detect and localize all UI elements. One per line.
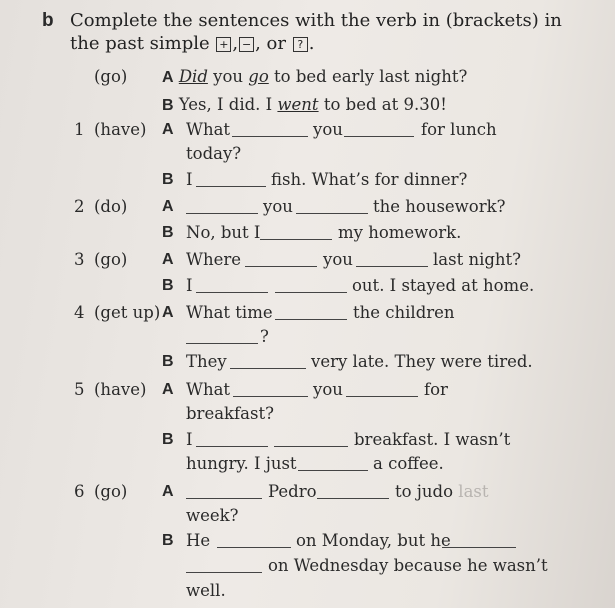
q6-blank-3[interactable] bbox=[217, 547, 291, 548]
q6-blank-2[interactable] bbox=[317, 498, 389, 499]
q1-blank-2[interactable] bbox=[344, 136, 414, 137]
q6-number: 6 bbox=[74, 482, 85, 501]
q2-a-text-1: you bbox=[263, 197, 293, 216]
q2-blank-2[interactable] bbox=[296, 213, 368, 214]
q3-b-text-1: I bbox=[186, 276, 193, 295]
q5-a-text-4: breakfast? bbox=[186, 404, 274, 423]
q1-number: 1 bbox=[74, 120, 85, 139]
exercise-letter: b bbox=[42, 10, 54, 31]
q3-blank-3[interactable] bbox=[196, 292, 268, 293]
q5-blank-1[interactable] bbox=[233, 396, 308, 397]
q3-a-text-2: you bbox=[323, 250, 353, 269]
q4-b-text-2: very late. They were tired. bbox=[311, 352, 533, 371]
q3-b-text-2: out. I stayed at home. bbox=[352, 276, 535, 295]
question-icon: ? bbox=[293, 37, 308, 52]
q6-speaker-a: A bbox=[162, 483, 174, 500]
q4-a-text-1: What time bbox=[186, 303, 273, 322]
q6-b-text-2: on Monday, but he bbox=[296, 531, 451, 550]
q5-b-text-2: breakfast. I wasn’t bbox=[354, 430, 511, 449]
q1-a-text-1: What bbox=[186, 120, 231, 139]
q2-b-text-2: my homework. bbox=[338, 223, 462, 242]
q6-b-text-1: He bbox=[186, 531, 211, 550]
example-b-pre: Yes, I did. I bbox=[178, 95, 278, 114]
q2-verb: (do) bbox=[94, 197, 128, 216]
example-verb: (go) bbox=[94, 67, 128, 86]
q6-b-text-3: on Wednesday because he wasn’t bbox=[268, 556, 548, 575]
q2-speaker-a: A bbox=[162, 198, 174, 215]
q3-blank-1[interactable] bbox=[245, 266, 317, 267]
q4-blank-1[interactable] bbox=[275, 319, 347, 320]
q4-b-text-1: They bbox=[186, 352, 227, 371]
q5-blank-3[interactable] bbox=[196, 446, 268, 447]
q6-blank-1[interactable] bbox=[186, 498, 262, 499]
q5-speaker-a: A bbox=[162, 381, 174, 398]
q3-a-text-3: last night? bbox=[433, 250, 522, 269]
q6-a-text-2: to judo bbox=[395, 482, 459, 501]
q3-speaker-b: B bbox=[162, 277, 174, 294]
q3-blank-4[interactable] bbox=[275, 292, 347, 293]
example-b-line bbox=[162, 95, 447, 116]
example-you: you bbox=[207, 67, 249, 86]
q6-a-text-1: Pedro bbox=[268, 482, 317, 501]
q2-number: 2 bbox=[74, 197, 85, 216]
speaker-a: A bbox=[162, 69, 174, 86]
q1-verb: (have) bbox=[94, 120, 147, 139]
q5-a-text-1: What bbox=[186, 380, 231, 399]
q5-verb: (have) bbox=[94, 380, 147, 399]
instructions-line-1: Complete the sentences with the verb in (brackets) in bbox=[70, 10, 562, 31]
q6-blank-5[interactable] bbox=[186, 572, 262, 573]
q5-b-text-3: hungry. I just bbox=[186, 454, 297, 473]
q4-number: 4 bbox=[74, 303, 85, 322]
q5-blank-5[interactable] bbox=[298, 470, 368, 471]
q3-verb: (go) bbox=[94, 250, 128, 269]
q6-a-text-3: week? bbox=[186, 506, 239, 525]
q4-a-text-2: the children bbox=[353, 303, 455, 322]
instructions-text: the past simple bbox=[70, 33, 210, 54]
q4-a-text-3: ? bbox=[260, 327, 269, 346]
q3-speaker-a: A bbox=[162, 251, 174, 268]
minus-icon: − bbox=[239, 37, 254, 52]
example-a-line bbox=[162, 67, 467, 88]
q4-blank-3[interactable] bbox=[230, 368, 306, 369]
example-went: went bbox=[277, 95, 319, 114]
q3-a-text-1: Where bbox=[186, 250, 242, 269]
q5-b-text-4: a coffee. bbox=[373, 454, 444, 473]
q2-b-text-1: No, but I bbox=[186, 223, 261, 242]
q6-b-text-4: well. bbox=[186, 581, 226, 600]
q5-number: 5 bbox=[74, 380, 85, 399]
q4-blank-2[interactable] bbox=[186, 343, 258, 344]
q2-speaker-b: B bbox=[162, 224, 174, 241]
q1-speaker-a: A bbox=[162, 121, 174, 138]
example-a-rest: to bed early last night? bbox=[268, 67, 468, 86]
q2-blank-1[interactable] bbox=[186, 213, 258, 214]
example-go: go bbox=[248, 67, 269, 86]
speaker-b: B bbox=[162, 97, 174, 114]
q3-blank-2[interactable] bbox=[356, 266, 428, 267]
q4-verb: (get up) bbox=[94, 303, 161, 322]
q6-verb: (go) bbox=[94, 482, 128, 501]
example-b-rest: to bed at 9.30! bbox=[318, 95, 447, 114]
q1-a-text-4: today? bbox=[186, 144, 242, 163]
q1-blank-3[interactable] bbox=[196, 186, 266, 187]
q6-speaker-b: B bbox=[162, 532, 174, 549]
q4-speaker-b: B bbox=[162, 353, 174, 370]
q1-b-text-1: I bbox=[186, 170, 193, 189]
q2-a-text-2: the housework? bbox=[373, 197, 506, 216]
or-text: , or bbox=[255, 33, 286, 54]
q5-b-text-1: I bbox=[186, 430, 193, 449]
example-did: Did bbox=[178, 67, 208, 86]
q5-blank-4[interactable] bbox=[274, 446, 348, 447]
q1-blank-1[interactable] bbox=[232, 136, 308, 137]
q1-a-text-2: you bbox=[313, 120, 343, 139]
q1-a-text-3: for lunch bbox=[421, 120, 497, 139]
q4-speaker-a: A bbox=[162, 304, 174, 321]
q6-a-text-2-faint: last bbox=[458, 482, 489, 501]
q5-a-text-2: you bbox=[313, 380, 343, 399]
period: . bbox=[308, 33, 315, 54]
q5-blank-2[interactable] bbox=[346, 396, 418, 397]
q2-blank-3[interactable] bbox=[260, 239, 332, 240]
comma: , bbox=[232, 33, 239, 54]
q1-b-text-2: fish. What’s for dinner? bbox=[271, 170, 468, 189]
q5-a-text-3: for bbox=[424, 380, 448, 399]
q6-a-text-2-line bbox=[395, 482, 489, 502]
q3-number: 3 bbox=[74, 250, 85, 269]
q5-speaker-b: B bbox=[162, 431, 174, 448]
q1-speaker-b: B bbox=[162, 171, 174, 188]
q6-blank-4[interactable] bbox=[442, 547, 516, 548]
plus-icon: + bbox=[216, 37, 231, 52]
instructions-line-2 bbox=[70, 34, 314, 54]
